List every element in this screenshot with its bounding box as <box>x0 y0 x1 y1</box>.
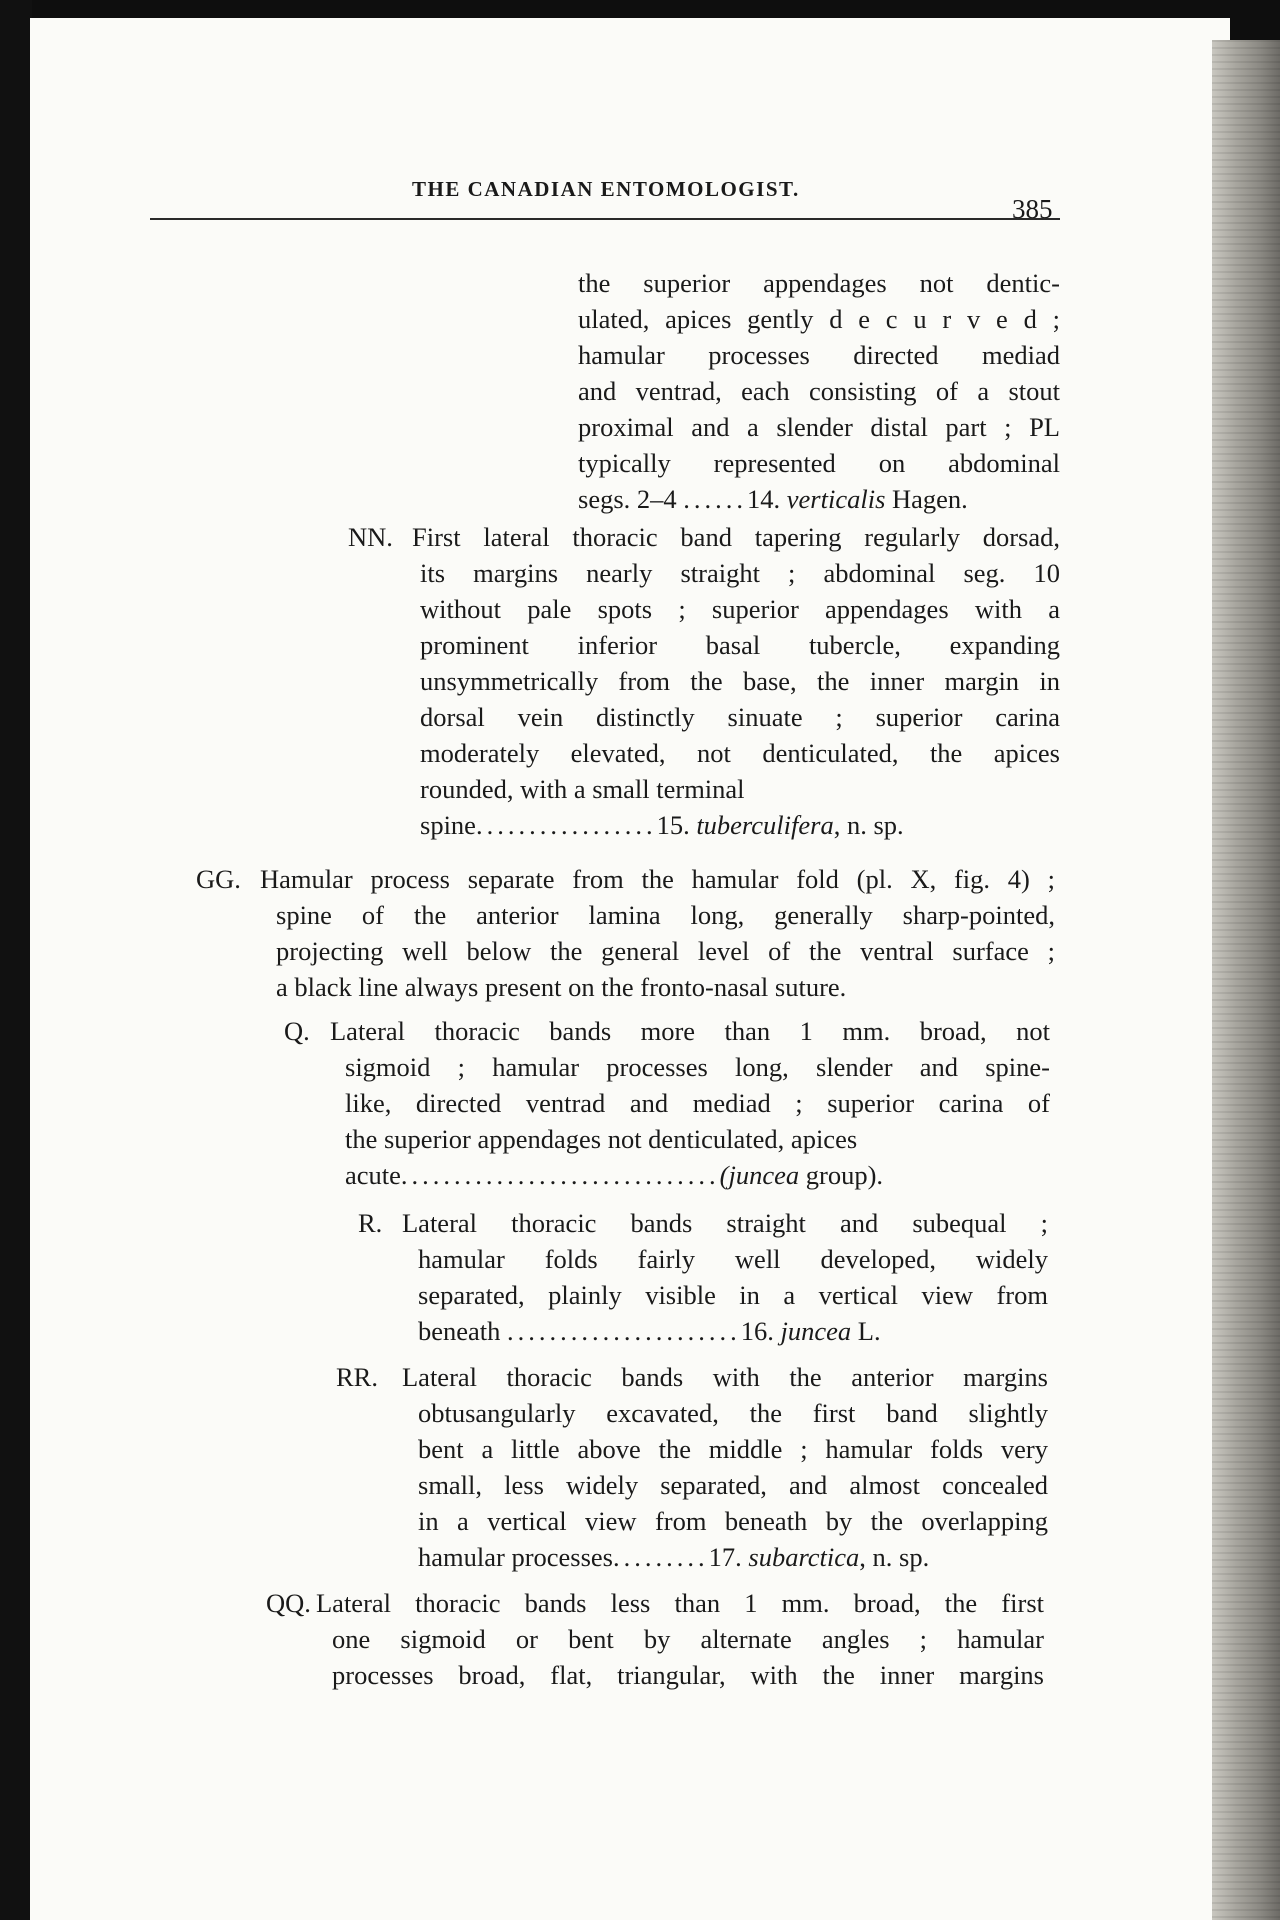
species-name: verticalis <box>786 484 886 514</box>
key-label-qq: QQ. <box>266 1588 311 1618</box>
text-line: like, directed ventrad and mediad ; superior carina of <box>345 1088 1050 1118</box>
key-line-subarctica: hamular processes.........17. subarctica, n. sp. <box>418 1542 930 1572</box>
text-line: and ventrad, each consisting of a stout <box>578 376 1060 406</box>
text-line: separated, plainly visible in a vertical view from <box>418 1280 1048 1310</box>
text-line: the superior appendages not denticulated, apices <box>345 1124 858 1154</box>
key-line-tuberculifera: spine.................15. tuberculifera, n. sp. <box>420 810 904 840</box>
key-label-nn: NN. <box>348 522 393 552</box>
text-line: unsymmetrically from the base, the inner margin in <box>420 666 1060 696</box>
running-title: THE CANADIAN ENTOMOLOGIST. <box>412 177 800 201</box>
text-line: rounded, with a small terminal <box>420 774 745 804</box>
species-name: juncea <box>780 1316 852 1346</box>
species-name: tuberculifera <box>696 810 834 840</box>
key-line-juncea: beneath ......................16. juncea L. <box>418 1316 881 1346</box>
text-line: its margins nearly straight ; abdominal seg. 10 <box>420 558 1060 588</box>
text-line: obtusangularly excavated, the first band slightly <box>418 1398 1048 1428</box>
text-line: hamular processes directed mediad <box>578 340 1060 370</box>
text-line: prominent inferior basal tubercle, expanding <box>420 630 1060 660</box>
text-line: Hamular process separate from the hamular fold (pl. X, fig. 4) ; <box>260 864 1055 894</box>
text-line: the superior appendages not dentic- <box>578 268 1060 298</box>
text-line: in a vertical view from beneath by the overlapping <box>418 1506 1048 1536</box>
text-line: Lateral thoracic bands more than 1 mm. broad, not <box>330 1016 1050 1046</box>
text-line: Lateral thoracic bands straight and subequal ; <box>402 1208 1048 1238</box>
key-line-verticalis: segs. 2–4 ......14. verticalis Hagen. <box>578 484 968 514</box>
species-name: subarctica <box>748 1542 860 1572</box>
text-line: hamular folds fairly well developed, widely <box>418 1244 1048 1274</box>
text-line: bent a little above the middle ; hamular folds very <box>418 1434 1048 1464</box>
text-line: small, less widely separated, and almost concealed <box>418 1470 1048 1500</box>
species-name: (juncea <box>719 1160 800 1190</box>
key-line-juncea-group: acute..............................(juncea group). <box>345 1160 884 1190</box>
text-line: typically represented on abdominal <box>578 448 1060 478</box>
text-line: moderately elevated, not denticulated, the apices <box>420 738 1060 768</box>
text-line: sigmoid ; hamular processes long, slender and spine- <box>345 1052 1050 1082</box>
text-line: processes broad, flat, triangular, with the inner margins <box>332 1660 1044 1690</box>
text-line: dorsal vein distinctly sinuate ; superior carina <box>420 702 1060 732</box>
text-line: ulated, apices gently d e c u r v e d ; <box>578 304 1060 334</box>
key-label-q: Q. <box>284 1016 310 1046</box>
text-line: proximal and a slender distal part ; PL <box>578 412 1060 442</box>
text-line: Lateral thoracic bands less than 1 mm. broad, the first <box>316 1588 1044 1618</box>
header-rule <box>150 218 1060 220</box>
key-label-r: R. <box>358 1208 383 1238</box>
text-line: First lateral thoracic band tapering regularly dorsad, <box>412 522 1060 552</box>
text-line: spine of the anterior lamina long, generally sharp-pointed, <box>276 900 1055 930</box>
text-line: a black line always present on the fronto-nasal suture. <box>276 972 847 1002</box>
key-label-rr: RR. <box>336 1362 378 1392</box>
page-number: 385 <box>1012 194 1053 224</box>
text-line: Lateral thoracic bands with the anterior margins <box>402 1362 1048 1392</box>
text-line: without pale spots ; superior appendages with a <box>420 594 1060 624</box>
text-line: projecting well below the general level of the ventral surface ; <box>276 936 1055 966</box>
text-line: one sigmoid or bent by alternate angles ; hamular <box>332 1624 1044 1654</box>
key-label-gg: GG. <box>196 864 241 894</box>
